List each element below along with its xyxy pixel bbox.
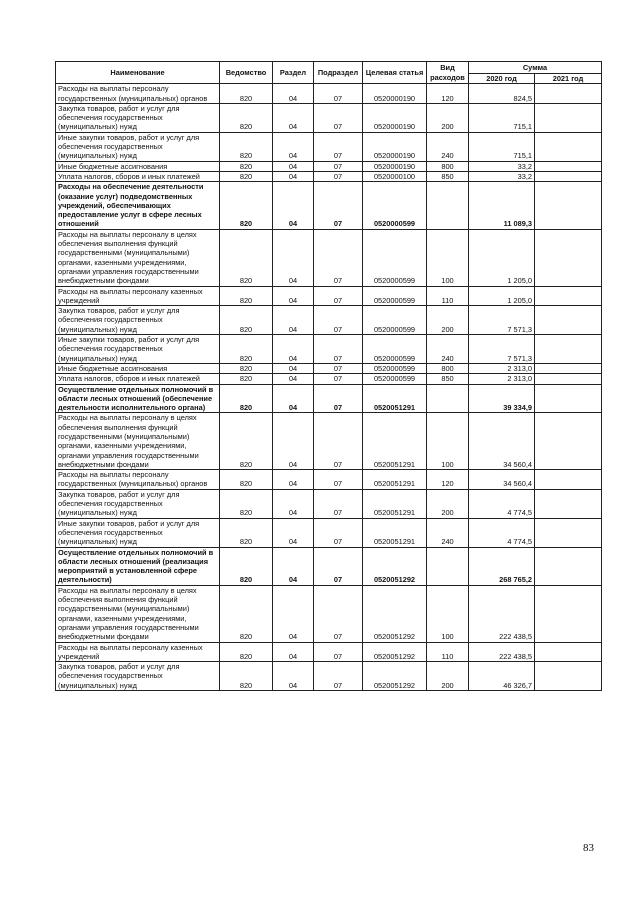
row-section-cell: 04 [273,384,314,413]
row-type-cell: 800 [427,161,469,171]
row-type-cell: 800 [427,363,469,373]
row-name-cell: Расходы на выплаты персоналу казенных учреждений [56,642,220,662]
row-section-cell: 04 [273,286,314,306]
row-type-cell: 200 [427,662,469,691]
row-name-cell: Расходы на выплаты персоналу государственных (муниципальных) органов [56,470,220,490]
row-type-cell [427,547,469,585]
row-name-cell: Осуществление отдельных полномочий в области лесных отношений (обеспечение деятельности исполнительного органа) [56,384,220,413]
row-2021-cell [535,384,602,413]
row-name-cell: Осуществление отдельных полномочий в области лесных отношений (реализация мероприятий в установленной сфере деятельности) [56,547,220,585]
row-target-cell: 0520051292 [363,585,427,642]
row-subsection-cell: 07 [314,489,363,518]
row-2021-cell [535,132,602,161]
row-name-cell: Закупка товаров, работ и услуг для обеспечения государственных (муниципальных) нужд [56,103,220,132]
row-subsection-cell: 07 [314,306,363,335]
header-expense-type: Вид расходов [427,62,469,84]
row-dept-cell: 820 [220,547,273,585]
row-section-cell: 04 [273,161,314,171]
row-section-cell: 04 [273,642,314,662]
table-row [56,384,602,413]
table-row [56,413,602,470]
row-2020-cell: 4 774,5 [469,518,535,547]
table-row [56,518,602,547]
row-subsection-cell: 07 [314,161,363,171]
table-row [56,84,602,104]
table-row [56,103,602,132]
row-type-cell: 240 [427,518,469,547]
row-target-cell: 0520051292 [363,547,427,585]
row-2021-cell [535,306,602,335]
row-target-cell: 0520051292 [363,642,427,662]
row-2020-cell: 824,5 [469,84,535,104]
row-dept-cell: 820 [220,103,273,132]
row-2020-cell: 2 313,0 [469,374,535,384]
row-type-cell: 200 [427,489,469,518]
row-2021-cell [535,171,602,181]
table-row [56,585,602,642]
row-section-cell: 04 [273,182,314,229]
header-year-2020: 2020 год [469,74,535,84]
row-section-cell: 04 [273,171,314,181]
row-subsection-cell: 07 [314,642,363,662]
row-dept-cell: 820 [220,470,273,490]
row-2021-cell [535,182,602,229]
table-row [56,374,602,384]
row-2020-cell: 34 560,4 [469,470,535,490]
row-2021-cell [535,286,602,306]
row-target-cell: 0520000599 [363,363,427,373]
row-dept-cell: 820 [220,182,273,229]
row-name-cell: Закупка товаров, работ и услуг для обеспечения государственных (муниципальных) нужд [56,489,220,518]
row-name-cell: Иные закупки товаров, работ и услуг для обеспечения государственных (муниципальных) нужд [56,518,220,547]
row-dept-cell: 820 [220,384,273,413]
row-section-cell: 04 [273,662,314,691]
row-dept-cell: 820 [220,132,273,161]
row-section-cell: 04 [273,132,314,161]
row-type-cell: 120 [427,84,469,104]
row-dept-cell: 820 [220,335,273,364]
row-2020-cell: 39 334,9 [469,384,535,413]
row-subsection-cell: 07 [314,363,363,373]
row-target-cell: 0520051291 [363,489,427,518]
row-dept-cell: 820 [220,229,273,286]
row-type-cell: 850 [427,171,469,181]
row-name-cell: Расходы на выплаты персоналу в целях обеспечения выполнения функций государственными (муниципальными) органами, казенными учреждениями, органами управления государственными внебюджетными фондами [56,229,220,286]
row-target-cell: 0520000190 [363,84,427,104]
row-name-cell: Расходы на выплаты персоналу казенных учреждений [56,286,220,306]
row-dept-cell: 820 [220,286,273,306]
table-row [56,286,602,306]
row-2020-cell: 1 205,0 [469,229,535,286]
row-2021-cell [535,103,602,132]
row-dept-cell: 820 [220,489,273,518]
row-subsection-cell: 07 [314,171,363,181]
row-dept-cell: 820 [220,662,273,691]
row-type-cell: 110 [427,642,469,662]
row-section-cell: 04 [273,413,314,470]
row-dept-cell: 820 [220,171,273,181]
page-number: 83 [583,842,594,854]
row-2020-cell: 2 313,0 [469,363,535,373]
table-row [56,363,602,373]
row-name-cell: Расходы на выплаты персоналу в целях обеспечения выполнения функций государственными (муниципальными) органами, казенными учреждениями, органами управления государственными внебюджетными фондами [56,585,220,642]
row-type-cell: 110 [427,286,469,306]
row-subsection-cell: 07 [314,585,363,642]
row-subsection-cell: 07 [314,84,363,104]
row-type-cell: 120 [427,470,469,490]
row-subsection-cell: 07 [314,374,363,384]
row-target-cell: 0520000190 [363,161,427,171]
row-type-cell [427,182,469,229]
row-2020-cell: 34 560,4 [469,413,535,470]
row-section-cell: 04 [273,547,314,585]
header-section: Раздел [273,62,314,84]
row-subsection-cell: 07 [314,518,363,547]
row-2021-cell [535,518,602,547]
row-2020-cell: 33,2 [469,171,535,181]
row-target-cell: 0520051291 [363,384,427,413]
table-row [56,229,602,286]
row-section-cell: 04 [273,374,314,384]
table-row [56,470,602,490]
row-target-cell: 0520051291 [363,470,427,490]
row-type-cell: 850 [427,374,469,384]
table-row [56,335,602,364]
row-section-cell: 04 [273,229,314,286]
row-target-cell: 0520000599 [363,306,427,335]
row-target-cell: 0520000599 [363,229,427,286]
row-target-cell: 0520000100 [363,171,427,181]
row-subsection-cell: 07 [314,470,363,490]
row-dept-cell: 820 [220,306,273,335]
row-2021-cell [535,413,602,470]
row-section-cell: 04 [273,585,314,642]
row-type-cell: 240 [427,335,469,364]
row-type-cell: 100 [427,413,469,470]
row-section-cell: 04 [273,470,314,490]
row-2021-cell [535,642,602,662]
row-subsection-cell: 07 [314,132,363,161]
header-sum: Сумма [469,62,602,74]
header-year-2021: 2021 год [535,74,602,84]
row-type-cell: 200 [427,306,469,335]
row-section-cell: 04 [273,335,314,364]
row-target-cell: 0520000190 [363,132,427,161]
row-type-cell: 240 [427,132,469,161]
row-name-cell: Иные бюджетные ассигнования [56,363,220,373]
table-body [56,84,602,691]
row-subsection-cell: 07 [314,547,363,585]
table-row [56,132,602,161]
row-2020-cell: 11 089,3 [469,182,535,229]
row-section-cell: 04 [273,363,314,373]
row-subsection-cell: 07 [314,103,363,132]
table-row [56,171,602,181]
table-row [56,182,602,229]
row-name-cell: Расходы на выплаты персоналу государственных (муниципальных) органов [56,84,220,104]
row-2020-cell: 715,1 [469,132,535,161]
row-2020-cell: 7 571,3 [469,335,535,364]
row-target-cell: 0520000599 [363,286,427,306]
header-dept: Ведомство [220,62,273,84]
row-dept-cell: 820 [220,585,273,642]
row-target-cell: 0520000599 [363,374,427,384]
row-target-cell: 0520000190 [363,103,427,132]
row-2021-cell [535,84,602,104]
row-2020-cell: 715,1 [469,103,535,132]
row-2021-cell [535,335,602,364]
row-name-cell: Иные закупки товаров, работ и услуг для обеспечения государственных (муниципальных) нужд [56,132,220,161]
row-type-cell [427,384,469,413]
row-dept-cell: 820 [220,161,273,171]
row-dept-cell: 820 [220,374,273,384]
row-name-cell: Расходы на обеспечение деятельности (оказание услуг) подведомственных учреждений, обеспечивающих предоставление услуг в сфере лесных отношений [56,182,220,229]
row-type-cell: 200 [427,103,469,132]
row-type-cell: 100 [427,585,469,642]
row-name-cell: Уплата налогов, сборов и иных платежей [56,171,220,181]
row-subsection-cell: 07 [314,182,363,229]
row-section-cell: 04 [273,84,314,104]
row-target-cell: 0520051291 [363,413,427,470]
row-2021-cell [535,161,602,171]
row-target-cell: 0520051292 [363,662,427,691]
row-subsection-cell: 07 [314,286,363,306]
header-name: Наименование [56,62,220,84]
row-name-cell: Расходы на выплаты персоналу в целях обеспечения выполнения функций государственными (муниципальными) органами, казенными учреждениями, органами управления государственными внебюджетными фондами [56,413,220,470]
row-section-cell: 04 [273,518,314,547]
row-subsection-cell: 07 [314,662,363,691]
row-name-cell: Иные бюджетные ассигнования [56,161,220,171]
budget-table [55,61,602,691]
row-section-cell: 04 [273,306,314,335]
row-2021-cell [535,489,602,518]
row-dept-cell: 820 [220,363,273,373]
row-2020-cell: 268 765,2 [469,547,535,585]
row-type-cell: 100 [427,229,469,286]
row-target-cell: 0520000599 [363,182,427,229]
row-dept-cell: 820 [220,84,273,104]
table-row [56,662,602,691]
row-2020-cell: 222 438,5 [469,642,535,662]
row-2021-cell [535,547,602,585]
row-2020-cell: 33,2 [469,161,535,171]
row-name-cell: Закупка товаров, работ и услуг для обеспечения государственных (муниципальных) нужд [56,306,220,335]
row-dept-cell: 820 [220,413,273,470]
row-target-cell: 0520000599 [363,335,427,364]
row-2021-cell [535,363,602,373]
row-section-cell: 04 [273,103,314,132]
row-2021-cell [535,585,602,642]
row-section-cell: 04 [273,489,314,518]
row-subsection-cell: 07 [314,229,363,286]
table-row [56,547,602,585]
row-2020-cell: 4 774,5 [469,489,535,518]
row-2021-cell [535,470,602,490]
table-row [56,489,602,518]
header-subsection: Подраздел [314,62,363,84]
table-row [56,306,602,335]
row-2021-cell [535,662,602,691]
row-name-cell: Уплата налогов, сборов и иных платежей [56,374,220,384]
row-name-cell: Закупка товаров, работ и услуг для обеспечения государственных (муниципальных) нужд [56,662,220,691]
row-2020-cell: 46 326,7 [469,662,535,691]
row-subsection-cell: 07 [314,384,363,413]
row-2020-cell: 1 205,0 [469,286,535,306]
row-target-cell: 0520051291 [363,518,427,547]
table-row [56,161,602,171]
row-name-cell: Иные закупки товаров, работ и услуг для обеспечения государственных (муниципальных) нужд [56,335,220,364]
table-row [56,642,602,662]
row-subsection-cell: 07 [314,413,363,470]
row-dept-cell: 820 [220,642,273,662]
row-2021-cell [535,229,602,286]
row-dept-cell: 820 [220,518,273,547]
row-2020-cell: 7 571,3 [469,306,535,335]
row-subsection-cell: 07 [314,335,363,364]
header-target: Целевая статья [363,62,427,84]
row-2020-cell: 222 438,5 [469,585,535,642]
row-2021-cell [535,374,602,384]
